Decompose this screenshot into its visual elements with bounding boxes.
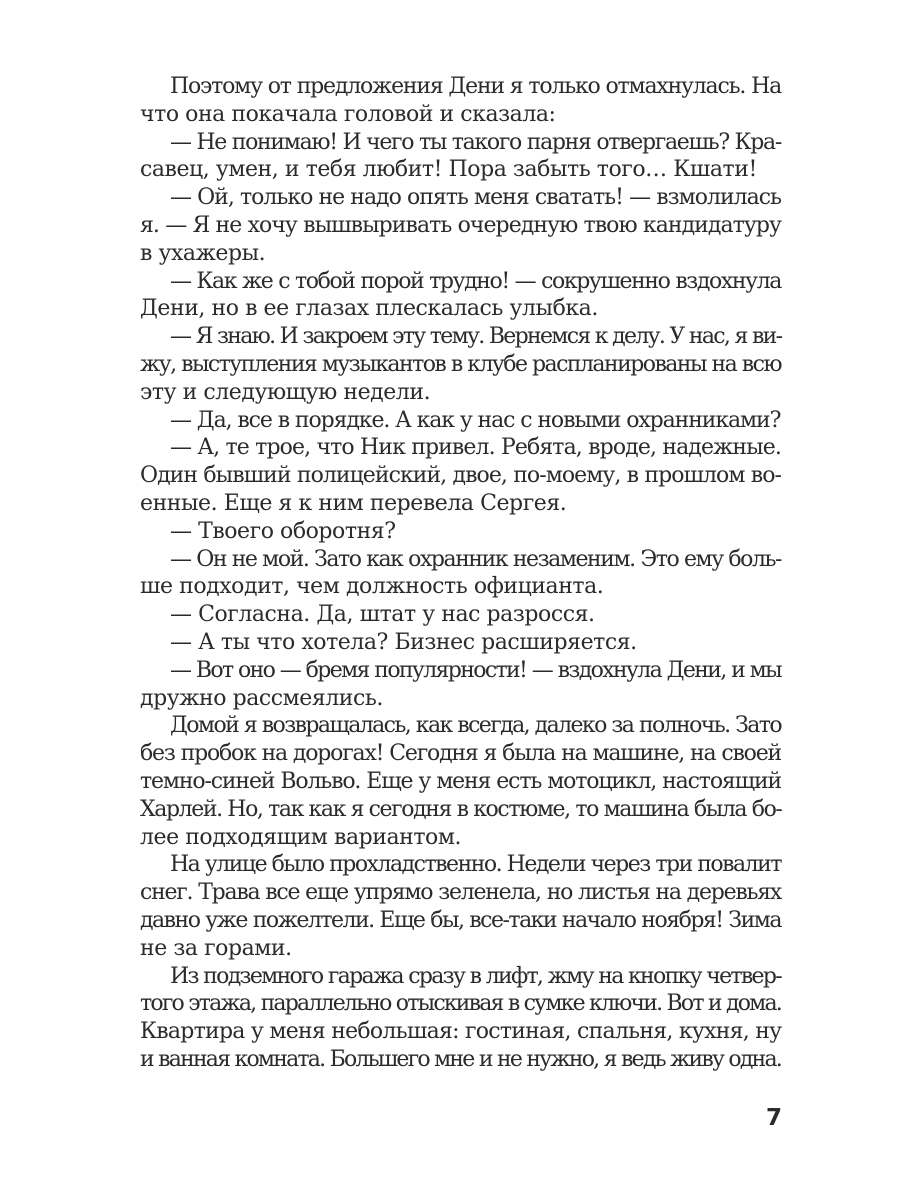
text-line: снег. Трава все еще упрямо зеленела, но листья на деревьях (140, 880, 781, 906)
text-line: эту и следующую недели. (140, 379, 431, 405)
text-line: ше подходит, чем должность официанта. (140, 574, 604, 600)
text-line: Один бывший полицейский, двое, по-моему, в прошлом во- (140, 463, 781, 489)
text-line: На улице было прохладственно. Недели через три повалит (170, 852, 781, 878)
text-line: — Согласна. Да, штат у нас разросся. (170, 602, 595, 628)
text-line: енные. Еще я к ним перевела Сергея. (140, 490, 567, 516)
text-line: дружно рассмеялись. (140, 685, 383, 711)
text-line: — Ой, только не надо опять меня сватать! — взмолилась (170, 185, 781, 211)
text-line: — Да, все в порядке. А как у нас с новыми охранниками? (170, 407, 781, 433)
text-line: савец, умен, и тебя любит! Пора забыть того… Кшати! (140, 157, 757, 183)
text-line: Домой я возвращалась, как всегда, далеко за полночь. Зато (170, 713, 781, 739)
text-line: того этажа, параллельно отыскивая в сумке ключи. Вот и дома. (140, 991, 781, 1017)
text-line: без пробок на дорогах! Сегодня я была на машине, на своей (140, 741, 781, 767)
text-line: Квартира у меня небольшая: гостиная, спальня, кухня, ну (140, 1019, 782, 1045)
text-line: что она покачала головой и сказала: (140, 101, 556, 127)
body-text (140, 73, 781, 1074)
page-number: 7 (765, 1105, 782, 1131)
text-line: темно-синей Вольво. Еще у меня есть мотоцикл, настоящий (140, 768, 781, 794)
text-line: в ухажеры. (140, 240, 266, 266)
text-line: — А, те трое, что Ник привел. Ребята, вроде, надежные. (170, 435, 781, 461)
text-line: — Не понимаю! И чего ты такого парня отвергаешь? Кра- (170, 129, 781, 155)
text-line: и ванная комната. Большего мне и не нужно, я ведь живу одна. (140, 1046, 781, 1072)
text-line: Из подземного гаража сразу в лифт, жму на кнопку четвер- (170, 963, 781, 989)
text-line: — Как же с тобой порой трудно! — сокрушенно вздохнула (170, 268, 781, 294)
text-line: лее подходящим вариантом. (140, 824, 462, 850)
text-line: — Твоего оборотня? (170, 518, 396, 544)
text-line: давно уже пожелтели. Еще бы, все-таки начало ноября! Зима (140, 907, 781, 933)
text-line: — Он не мой. Зато как охранник незаменим. Это ему боль- (170, 546, 781, 572)
text-line: Харлей. Но, так как я сегодня в костюме, то машина была бо- (140, 796, 782, 822)
text-line: — Вот оно — бремя популярности! — вздохнула Дени, и мы (170, 657, 781, 683)
text-line: не за горами. (140, 935, 292, 961)
text-line: я. — Я не хочу вышвыривать очередную твою кандидатуру (140, 212, 781, 238)
text-line: Поэтому от предложения Дени я только отмахнулась. На (170, 74, 781, 99)
text-line: жу, выступления музыкантов в клубе распланированы на всю (140, 351, 781, 377)
text-line: — А ты что хотела? Бизнес расширяется. (170, 629, 637, 655)
text-line: — Я знаю. И закроем эту тему. Вернемся к делу. У нас, я ви- (170, 324, 782, 350)
text-line: Дени, но в ее глазах плескалась улыбка. (140, 296, 598, 322)
